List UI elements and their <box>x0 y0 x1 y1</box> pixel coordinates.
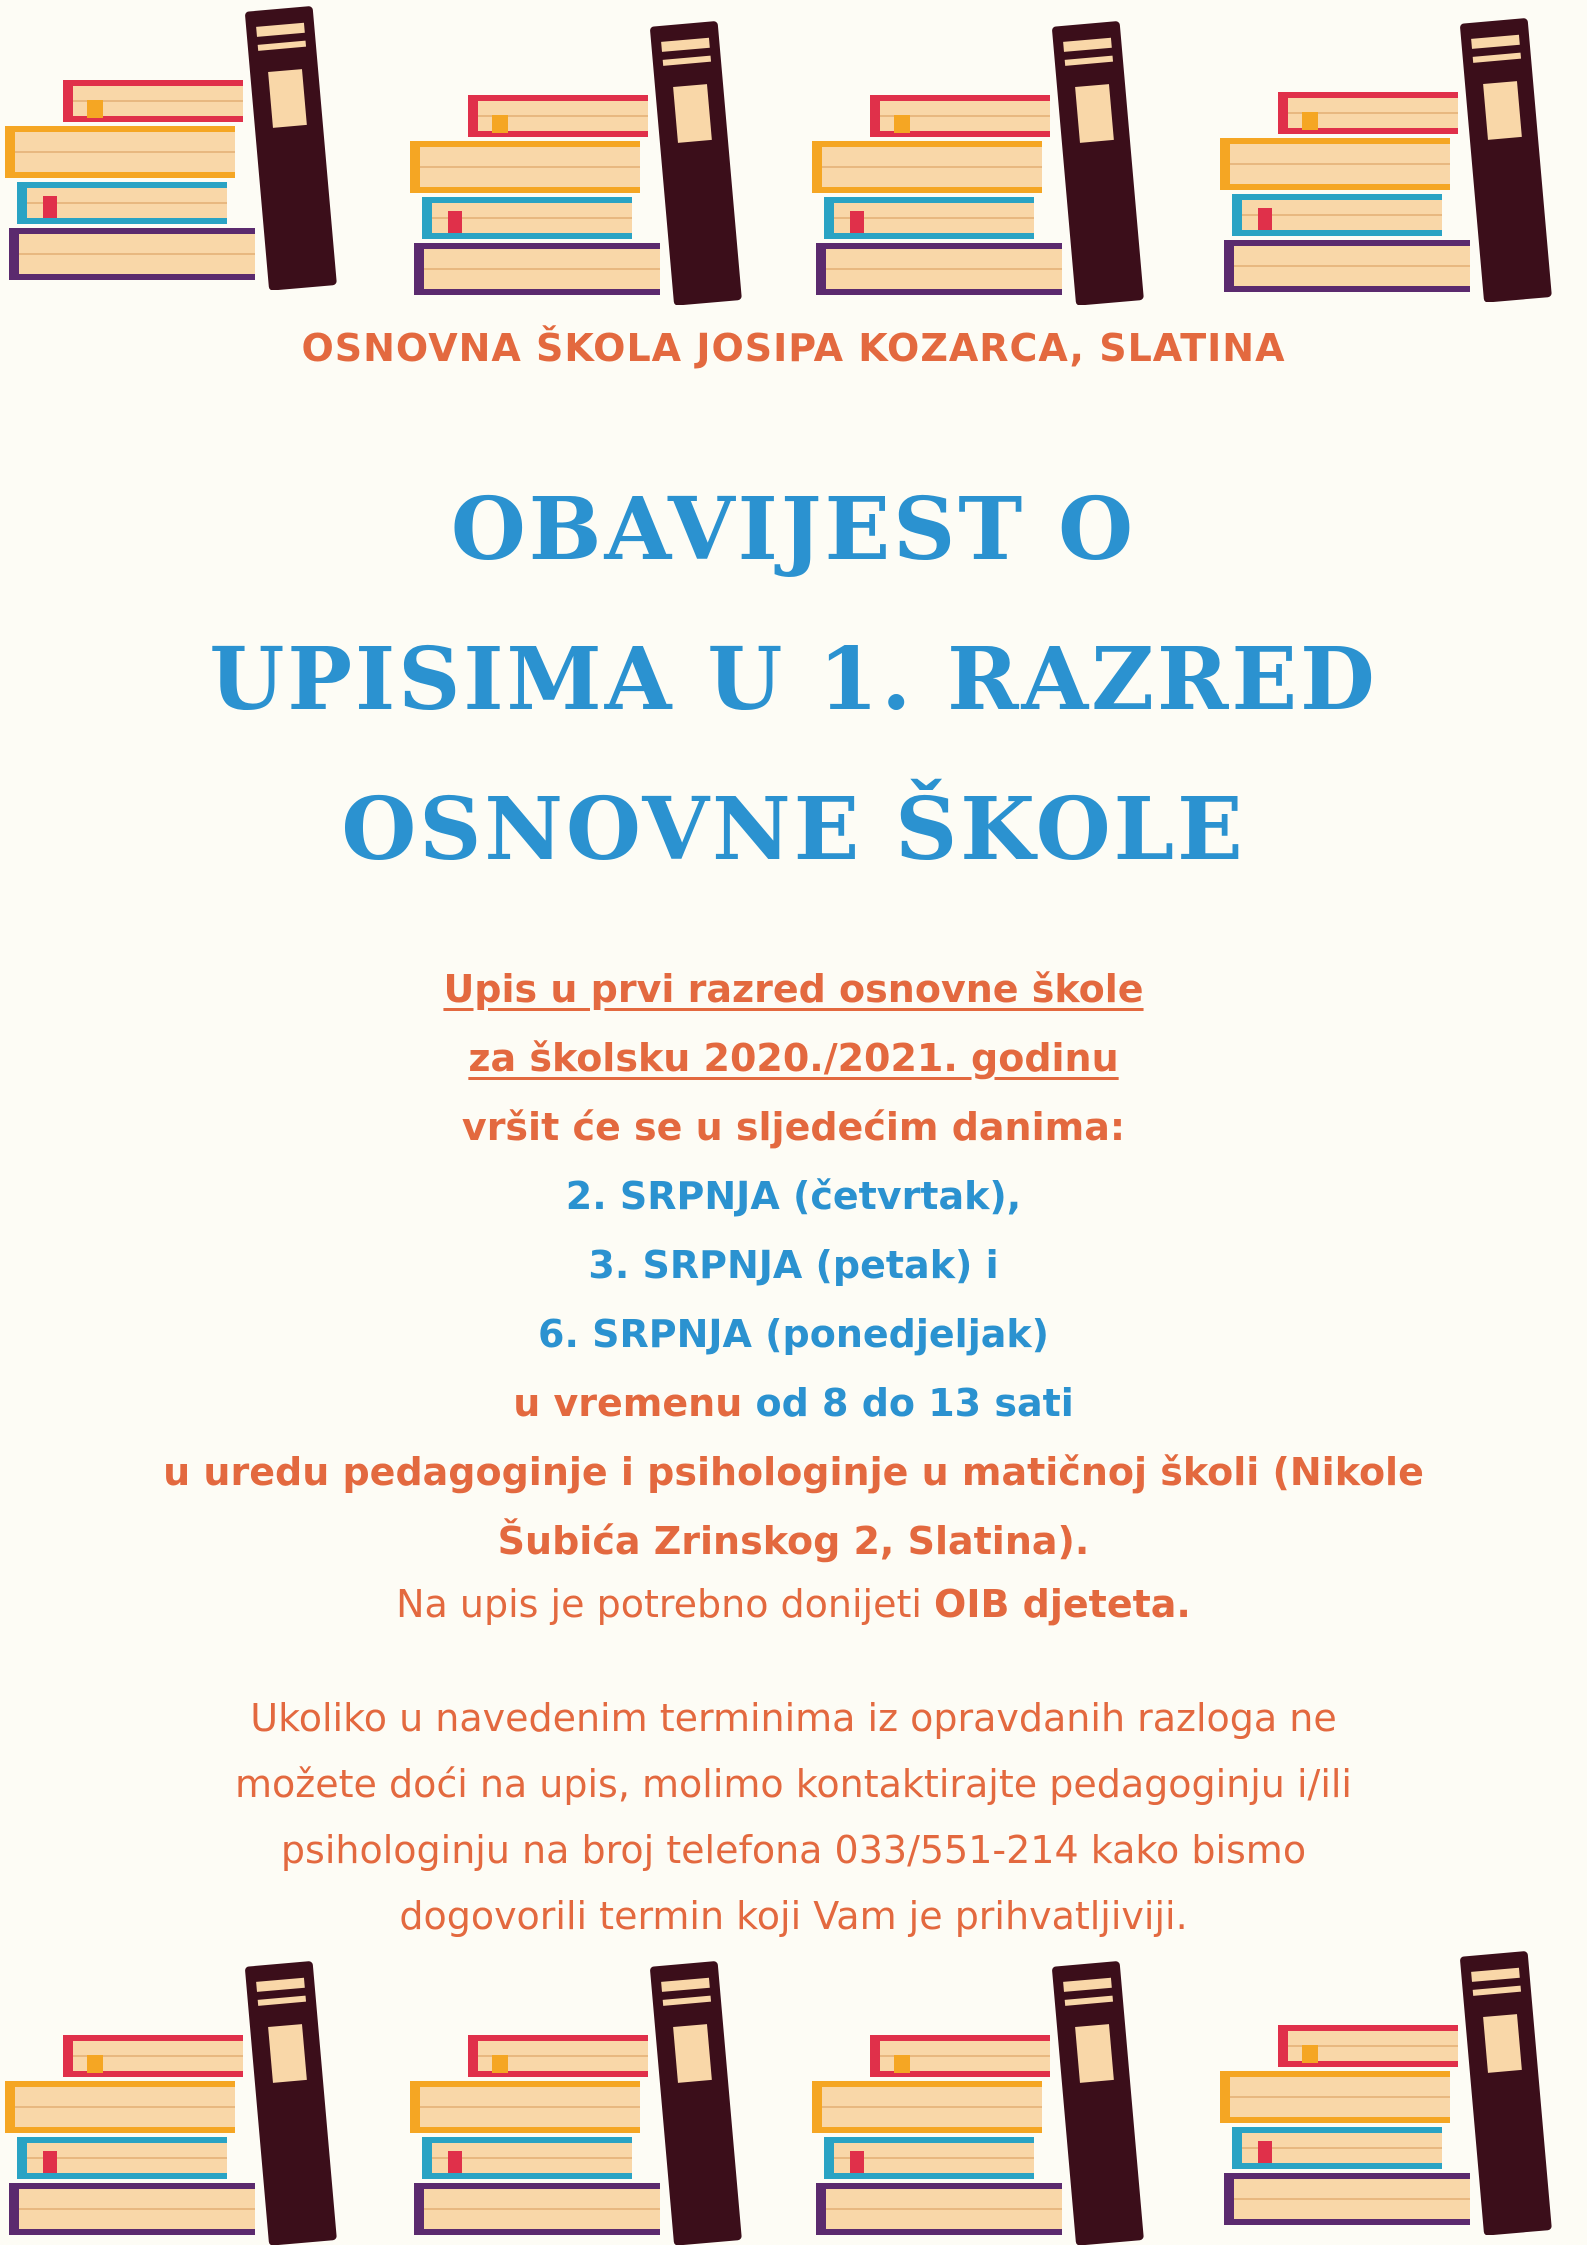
enrollment-date: 3. SRPNJA (petak) <box>588 1243 973 1287</box>
enrollment-details <box>60 955 1527 1576</box>
book-stack-icon <box>5 0 345 290</box>
enrollment-location: Šubića Zrinskog 2, Slatina). <box>497 1519 1090 1563</box>
enrollment-date: 2. SRPNJA (četvrtak), <box>565 1174 1022 1218</box>
book-stack-icon <box>1220 12 1560 302</box>
enrollment-date: 6. SRPNJA (ponedjeljak) <box>538 1312 1049 1356</box>
title-line: OBAVIJEST O <box>450 479 1137 580</box>
enrollment-intro: Upis u prvi razred osnovne škole <box>443 967 1144 1011</box>
book-stack-icon <box>1220 1945 1560 2235</box>
book-stack-icon <box>410 1955 750 2245</box>
book-stack-icon <box>812 1955 1152 2245</box>
school-year: za školsku 2020./2021. godinu <box>468 1036 1119 1080</box>
note-emphasis: OIB djeteta. <box>934 1582 1191 1626</box>
contact-line: Ukoliko u navedenim terminima iz opravdanih razloga ne <box>250 1696 1337 1740</box>
required-document-note <box>60 1582 1527 1626</box>
enrollment-location: u uredu pedagoginje i psihologinje u matičnoj školi (Nikole <box>163 1450 1424 1494</box>
note-text: Na upis je potrebno donijeti <box>396 1582 935 1626</box>
book-stack-icon <box>5 1955 345 2245</box>
notice-title <box>60 455 1527 905</box>
book-stack-icon <box>410 15 750 305</box>
title-line: UPISIMA U 1. RAZRED <box>209 629 1378 730</box>
contact-line: psihologinju na broj telefona 033/551-214 kako bismo <box>280 1828 1307 1872</box>
enrollment-time: od 8 do 13 sati <box>755 1381 1074 1425</box>
contact-paragraph <box>60 1685 1527 1949</box>
school-name: OSNOVNA ŠKOLA JOSIPA KOZARCA, SLATINA <box>301 326 1286 370</box>
time-prefix: u vremenu <box>513 1381 756 1425</box>
contact-line: dogovorili termin koji Vam je prihvatljiviji. <box>399 1894 1188 1938</box>
contact-line: možete doći na upis, molimo kontaktirajte pedagoginju i/ili <box>235 1762 1352 1806</box>
enrollment-days-intro: vršit će se u sljedećim danima: <box>461 1105 1126 1149</box>
date-connector: i <box>972 1243 999 1287</box>
title-line: OSNOVNE ŠKOLE <box>341 779 1246 880</box>
book-stack-icon <box>812 15 1152 305</box>
